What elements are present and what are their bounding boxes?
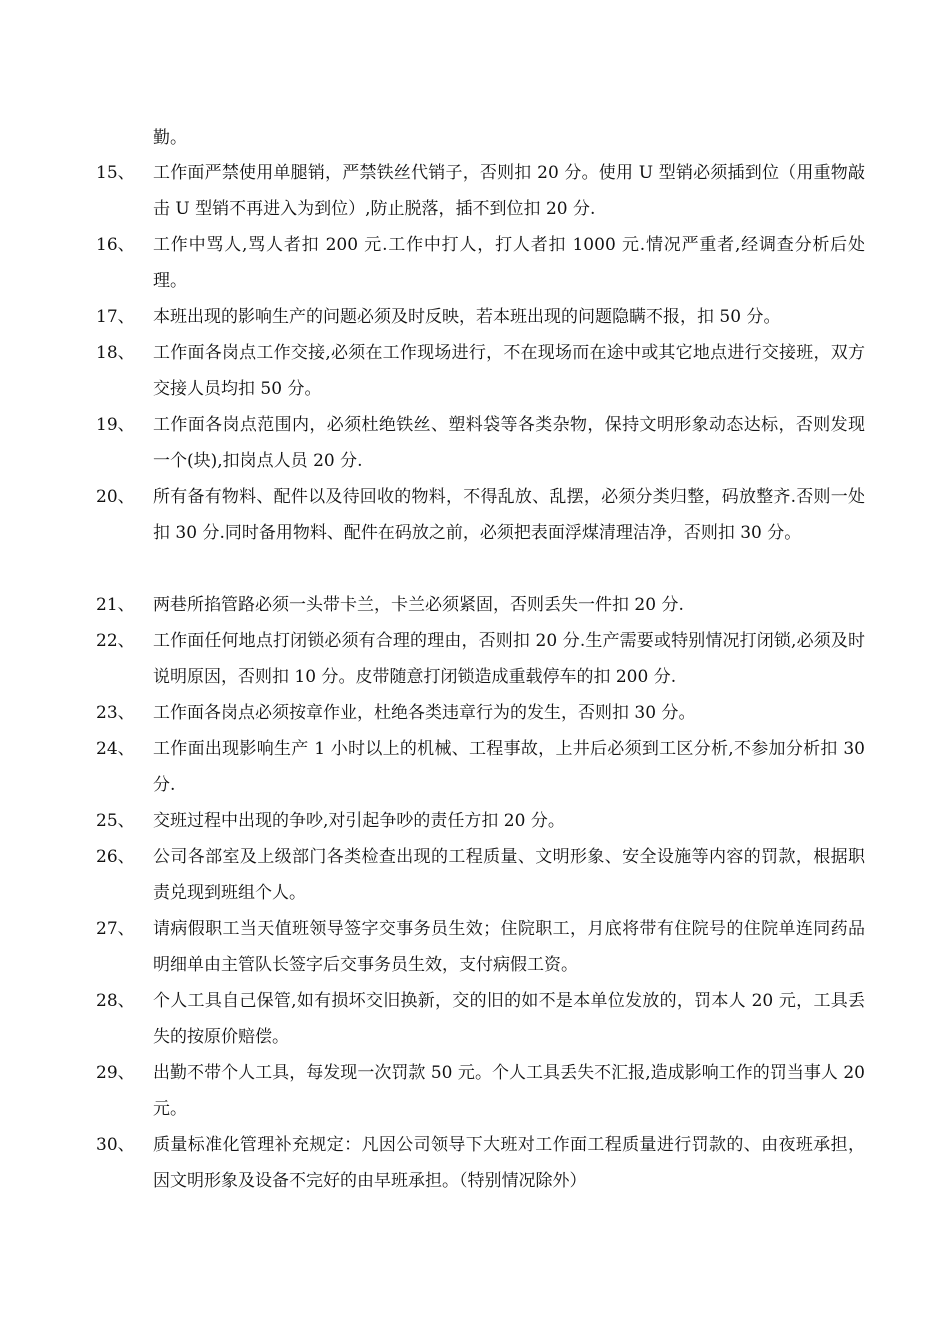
item-number: 30、 bbox=[96, 1135, 135, 1155]
item-text: 工作面各岗点必须按章作业，杜绝各类违章行为的发生，否则扣 30 分。 bbox=[153, 703, 696, 723]
continuation-text: 勤。 bbox=[153, 128, 187, 148]
item-text: 两巷所掐管路必须一头带卡兰，卡兰必须紧固，否则丢失一件扣 20 分. bbox=[153, 595, 684, 615]
item-number: 24、 bbox=[96, 739, 135, 759]
item-number: 26、 bbox=[96, 847, 135, 867]
item-text: 所有备有物料、配件以及待回收的物料，不得乱放、乱摆，必须分类归整，码放整齐.否则一处扣 30 分.同时备用物料、配件在码放之前，必须把表面浮煤清理洁净，否则扣 30 分。 bbox=[153, 487, 865, 543]
item-number: 28、 bbox=[96, 991, 135, 1011]
item-text: 工作面各岗点工作交接,必须在工作现场进行，不在现场而在途中或其它地点进行交接班，双方交接人员均扣 50 分。 bbox=[153, 343, 865, 399]
item-number: 20、 bbox=[96, 487, 135, 507]
item-text: 交班过程中出现的争吵,对引起争吵的责任方扣 20 分。 bbox=[153, 811, 565, 831]
item-number: 21、 bbox=[96, 595, 135, 615]
item-number: 16、 bbox=[96, 235, 135, 255]
item-text: 出勤不带个人工具，每发现一次罚款 50 元。个人工具丢失不汇报,造成影响工作的罚当事人 20 元。 bbox=[153, 1063, 865, 1119]
item-text: 个人工具自己保管,如有损坏交旧换新，交的旧的如不是本单位发放的，罚本人 20 元，工具丢失的按原价赔偿。 bbox=[153, 991, 865, 1047]
item-number: 29、 bbox=[96, 1063, 135, 1083]
item-number: 27、 bbox=[96, 919, 135, 939]
item-text: 工作面各岗点范围内，必须杜绝铁丝、塑料袋等各类杂物，保持文明形象动态达标，否则发现一个(块),扣岗点人员 20 分. bbox=[153, 415, 865, 471]
item-text: 工作面出现影响生产 1 小时以上的机械、工程事故，上井后必须到工区分析,不参加分析扣 30 分. bbox=[153, 739, 865, 795]
item-number: 18、 bbox=[96, 343, 135, 363]
item-text: 质量标准化管理补充规定：凡因公司领导下大班对工作面工程质量进行罚款的、由夜班承担，因文明形象及设备不完好的由早班承担。（特别情况除外） bbox=[153, 1135, 865, 1191]
item-text: 工作面严禁使用单腿销，严禁铁丝代销子，否则扣 20 分。使用 U 型销必须插到位（用重物敲击 U 型销不再进入为到位）,防止脱落，插不到位扣 20 分. bbox=[153, 163, 865, 219]
item-number: 22、 bbox=[96, 631, 135, 651]
item-number: 15、 bbox=[96, 163, 135, 183]
item-text: 工作中骂人,骂人者扣 200 元.工作中打人，打人者扣 1000 元.情况严重者,经调查分析后处理。 bbox=[153, 235, 865, 291]
item-number: 17、 bbox=[96, 307, 135, 327]
item-text: 请病假职工当天值班领导签字交事务员生效；住院职工，月底将带有住院号的住院单连同药品明细单由主管队长签字后交事务员生效，支付病假工资。 bbox=[153, 919, 865, 975]
item-text: 工作面任何地点打闭锁必须有合理的理由，否则扣 20 分.生产需要或特别情况打闭锁,必须及时说明原因，否则扣 10 分。皮带随意打闭锁造成重载停车的扣 200 分. bbox=[153, 631, 865, 687]
item-text: 本班出现的影响生产的问题必须及时反映，若本班出现的问题隐瞒不报，扣 50 分。 bbox=[153, 307, 781, 327]
item-number: 23、 bbox=[96, 703, 135, 723]
item-number: 25、 bbox=[96, 811, 135, 831]
item-text: 公司各部室及上级部门各类检查出现的工程质量、文明形象、安全设施等内容的罚款，根据职责兑现到班组个人。 bbox=[153, 847, 865, 903]
item-number: 19、 bbox=[96, 415, 135, 435]
